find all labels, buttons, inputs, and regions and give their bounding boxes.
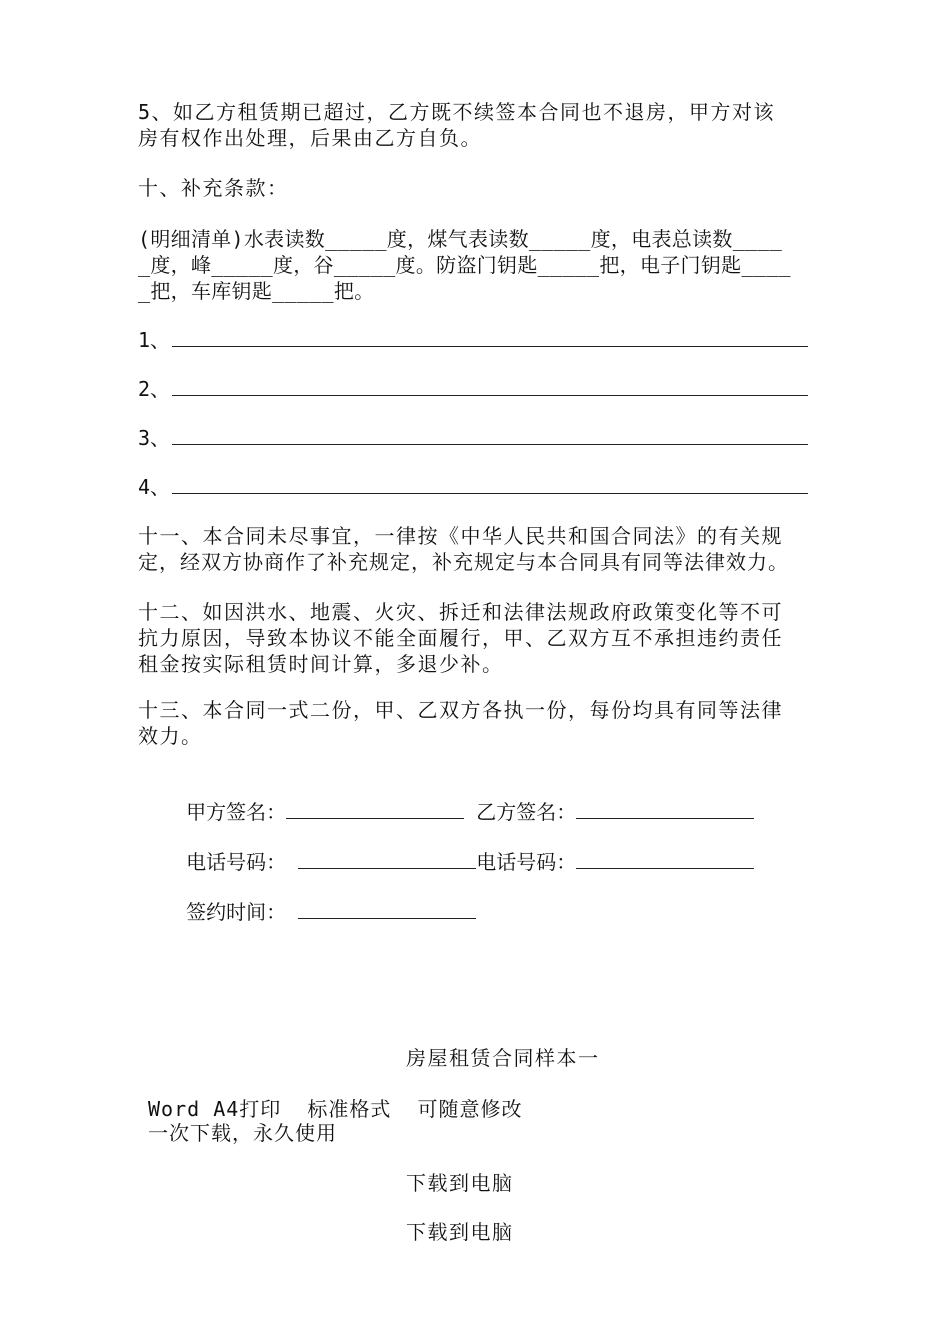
promo-line-2: 一次下载，永久使用: [148, 1121, 337, 1145]
section-13-line-2: 效力。: [138, 724, 203, 748]
supplement-item-number: 1、: [138, 328, 171, 352]
party-b-sign-field: [576, 800, 754, 819]
section-10-heading: 十、补充条款：: [138, 176, 289, 200]
supplement-item-1: [138, 327, 808, 353]
sign-date-label: 签约时间：: [186, 900, 287, 924]
section-12-line-1: 十二、如因洪水、地震、火灾、拆迁和法律法规政府政策变化等不可: [138, 600, 783, 624]
party-b-phone-label: 电话号码：: [476, 850, 577, 874]
section-10-detail-line-3: _把，车库钥匙_____把。: [138, 279, 375, 303]
party-b-phone-field: [576, 850, 754, 869]
date-row: [138, 873, 476, 951]
supplement-item-number: 4、: [138, 475, 171, 499]
blank-rule: [172, 477, 808, 494]
download-link-2[interactable]: 下载到电脑: [406, 1220, 514, 1244]
section-10-detail-line-1: (明细清单)水表读数_____度，煤气表读数_____度，电表总读数____: [138, 227, 783, 251]
section-12-line-2: 抗力原因，导致本协议不能全面履行，甲、乙双方互不承担违约责任: [138, 626, 783, 650]
section-11-line-2: 定，经双方协商作了补充规定，补充规定与本合同具有同等法律效力。: [138, 550, 789, 574]
section-13-line-1: 十三、本合同一式二份，甲、乙双方各执一份，每份均具有同等法律: [138, 698, 783, 722]
supplement-item-2: [138, 376, 808, 402]
supplement-item-3: [138, 425, 808, 451]
supplement-item-number: 2、: [138, 377, 171, 401]
supplement-item-4: [138, 474, 808, 500]
blank-rule: [172, 379, 808, 396]
party-a-phone-field: [298, 850, 476, 869]
section-10-detail-line-2: _度，峰_____度，谷_____度。防盗门钥匙_____把，电子门钥匙____: [138, 253, 791, 277]
download-link-1[interactable]: 下载到电脑: [406, 1171, 514, 1195]
supplement-item-number: 3、: [138, 426, 171, 450]
clause-5-line-2: 房有权作出处理，后果由乙方自负。: [138, 126, 482, 150]
blank-rule: [172, 330, 808, 347]
footer-title: 房屋租赁合同样本一: [406, 1046, 600, 1070]
promo-line-1: Word A4打印 标准格式 可随意修改: [148, 1097, 523, 1121]
party-a-sign-field: [286, 800, 464, 819]
blank-rule: [172, 428, 808, 445]
clause-5-line-1: 5、如乙方租赁期已超过，乙方既不续签本合同也不退房，甲方对该: [138, 100, 776, 124]
section-12-line-3: 租金按实际租赁时间计算，多退少补。: [138, 652, 504, 676]
party-b-sign-label: 乙方签名：: [476, 800, 577, 824]
sign-date-field: [298, 900, 476, 919]
party-a-sign-label: 甲方签名：: [186, 800, 287, 824]
party-a-phone-label: 电话号码：: [186, 850, 287, 874]
section-11-line-1: 十一、本合同未尽事宜，一律按《中华人民共和国合同法》的有关规: [138, 524, 783, 548]
